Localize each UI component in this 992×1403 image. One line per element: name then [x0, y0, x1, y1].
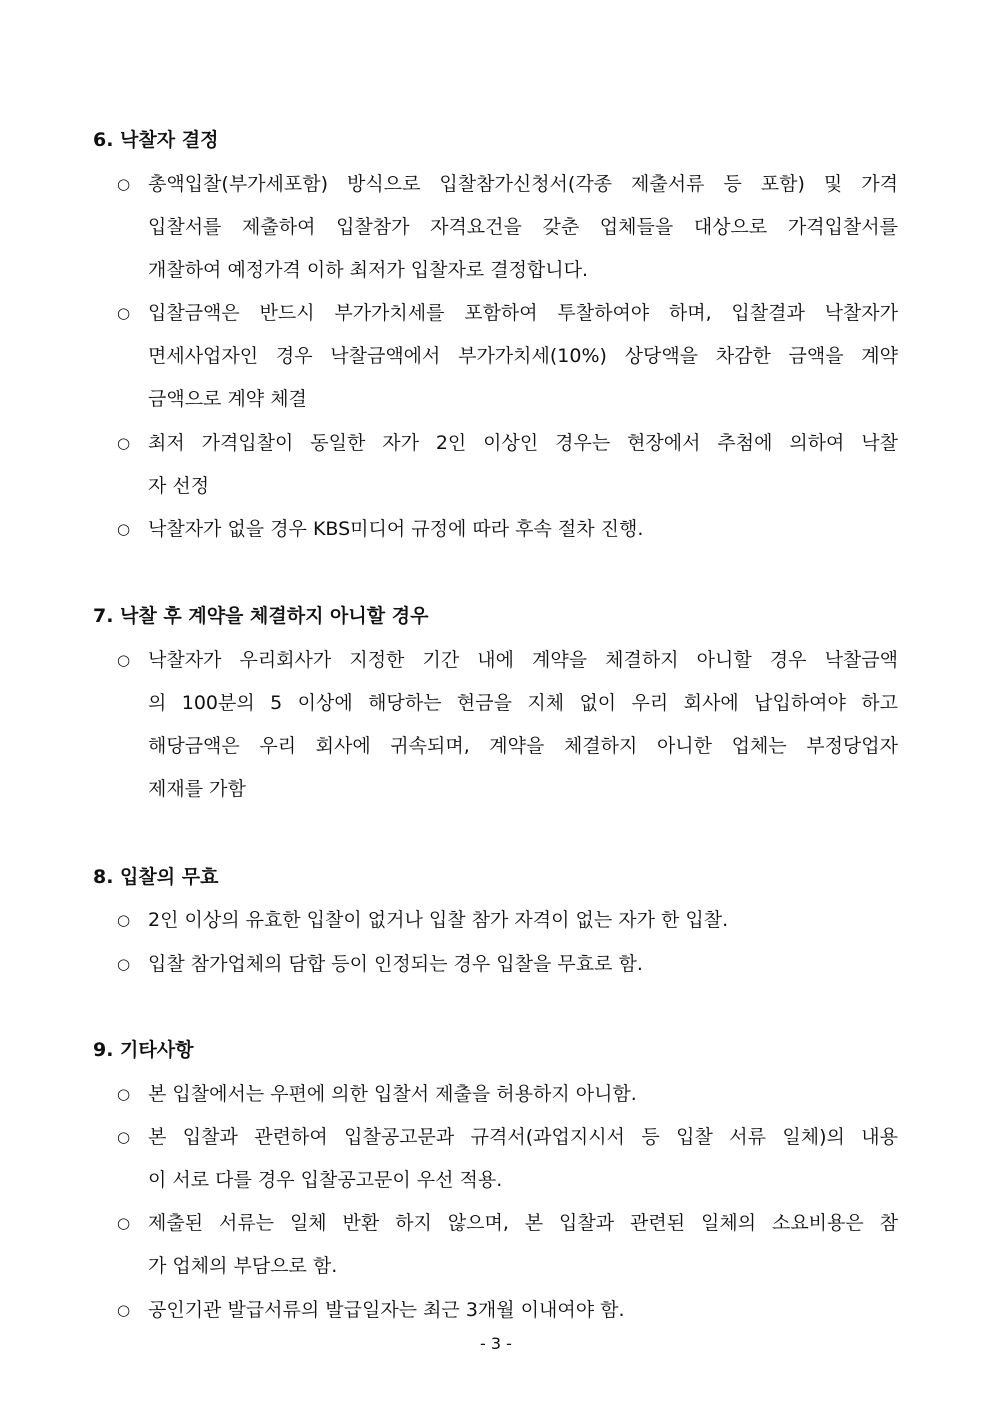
bullet-marker: ○ [117, 175, 131, 193]
bullet-line: 이 서로 다를 경우 입찰공고문이 우선 적용. [148, 1169, 503, 1191]
bullet-marker: ○ [117, 955, 131, 973]
bullet-line: 입찰 참가업체의 담합 등이 인정되는 경우 입찰을 무효로 함. [148, 953, 643, 975]
bullet-marker: ○ [117, 304, 131, 322]
bullet-line: 입찰금액은 반드시 부가가치세를 포함하여 투찰하여야 하며, 입찰결과 낙찰자가 [148, 302, 898, 324]
bullet-line: 2인 이상의 유효한 입찰이 없거나 입찰 참가 자격이 없는 자가 한 입찰. [148, 909, 729, 931]
bullet-line: 개찰하여 예정가격 이하 최저가 입찰자로 결정합니다. [148, 259, 589, 281]
bullet-marker: ○ [117, 911, 131, 929]
bullet-marker: ○ [117, 651, 131, 669]
bullet-marker: ○ [117, 1085, 131, 1103]
section-title: 7. 낙찰 후 계약을 체결하지 아니할 경우 [93, 605, 429, 627]
bullet-line: 입찰서를 제출하여 입찰참가 자격요건을 갖춘 업체들을 대상으로 가격입찰서를 [148, 216, 898, 238]
bullet-line: 낙찰자가 우리회사가 지정한 기간 내에 계약을 체결하지 아니할 경우 낙찰금액 [148, 649, 898, 671]
page-number: - 3 - [480, 1334, 512, 1353]
bullet-line: 해당금액은 우리 회사에 귀속되며, 계약을 체결하지 아니한 업체는 부정당업자 [148, 735, 898, 757]
bullet-line: 금액으로 계약 체결 [148, 388, 307, 410]
bullet-marker: ○ [117, 1301, 131, 1319]
bullet-line: 자 선정 [148, 475, 210, 497]
bullet-line: 의 100분의 5 이상에 해당하는 현금을 지체 없이 우리 회사에 납입하여야 하고 [148, 692, 898, 714]
bullet-line: 최저 가격입찰이 동일한 자가 2인 이상인 경우는 현장에서 추첨에 의하여 낙찰 [148, 432, 898, 454]
bullet-marker: ○ [117, 434, 131, 452]
bullet-line: 공인기관 발급서류의 발급일자는 최근 3개월 이내여야 함. [148, 1299, 625, 1321]
bullet-marker: ○ [117, 1214, 131, 1232]
section-title: 8. 입찰의 무효 [93, 866, 219, 888]
section-title: 6. 낙찰자 결정 [93, 129, 219, 151]
bullet-marker: ○ [117, 520, 131, 538]
bullet-line: 면세사업자인 경우 낙찰금액에서 부가가치세(10%) 상당액을 차감한 금액을 계약 [148, 345, 898, 367]
bullet-line: 본 입찰과 관련하여 입찰공고문과 규격서(과업지시서 등 입찰 서류 일체)의 내용 [148, 1126, 898, 1148]
bullet-line: 제재를 가함 [148, 778, 246, 800]
bullet-line: 총액입찰(부가세포함) 방식으로 입찰참가신청서(각종 제출서류 등 포함) 및 가격 [148, 173, 898, 195]
bullet-line: 제출된 서류는 일체 반환 하지 않으며, 본 입찰과 관련된 일체의 소요비용은 참 [148, 1212, 898, 1234]
bullet-line: 가 업체의 부담으로 함. [148, 1255, 338, 1277]
bullet-line: 본 입찰에서는 우편에 의한 입찰서 제출을 허용하지 아니함. [148, 1083, 637, 1105]
bullet-line: 낙찰자가 없을 경우 KBS미디어 규정에 따라 후속 절차 진행. [148, 518, 644, 540]
section-title: 9. 기타사항 [93, 1039, 194, 1061]
bullet-marker: ○ [117, 1128, 131, 1146]
